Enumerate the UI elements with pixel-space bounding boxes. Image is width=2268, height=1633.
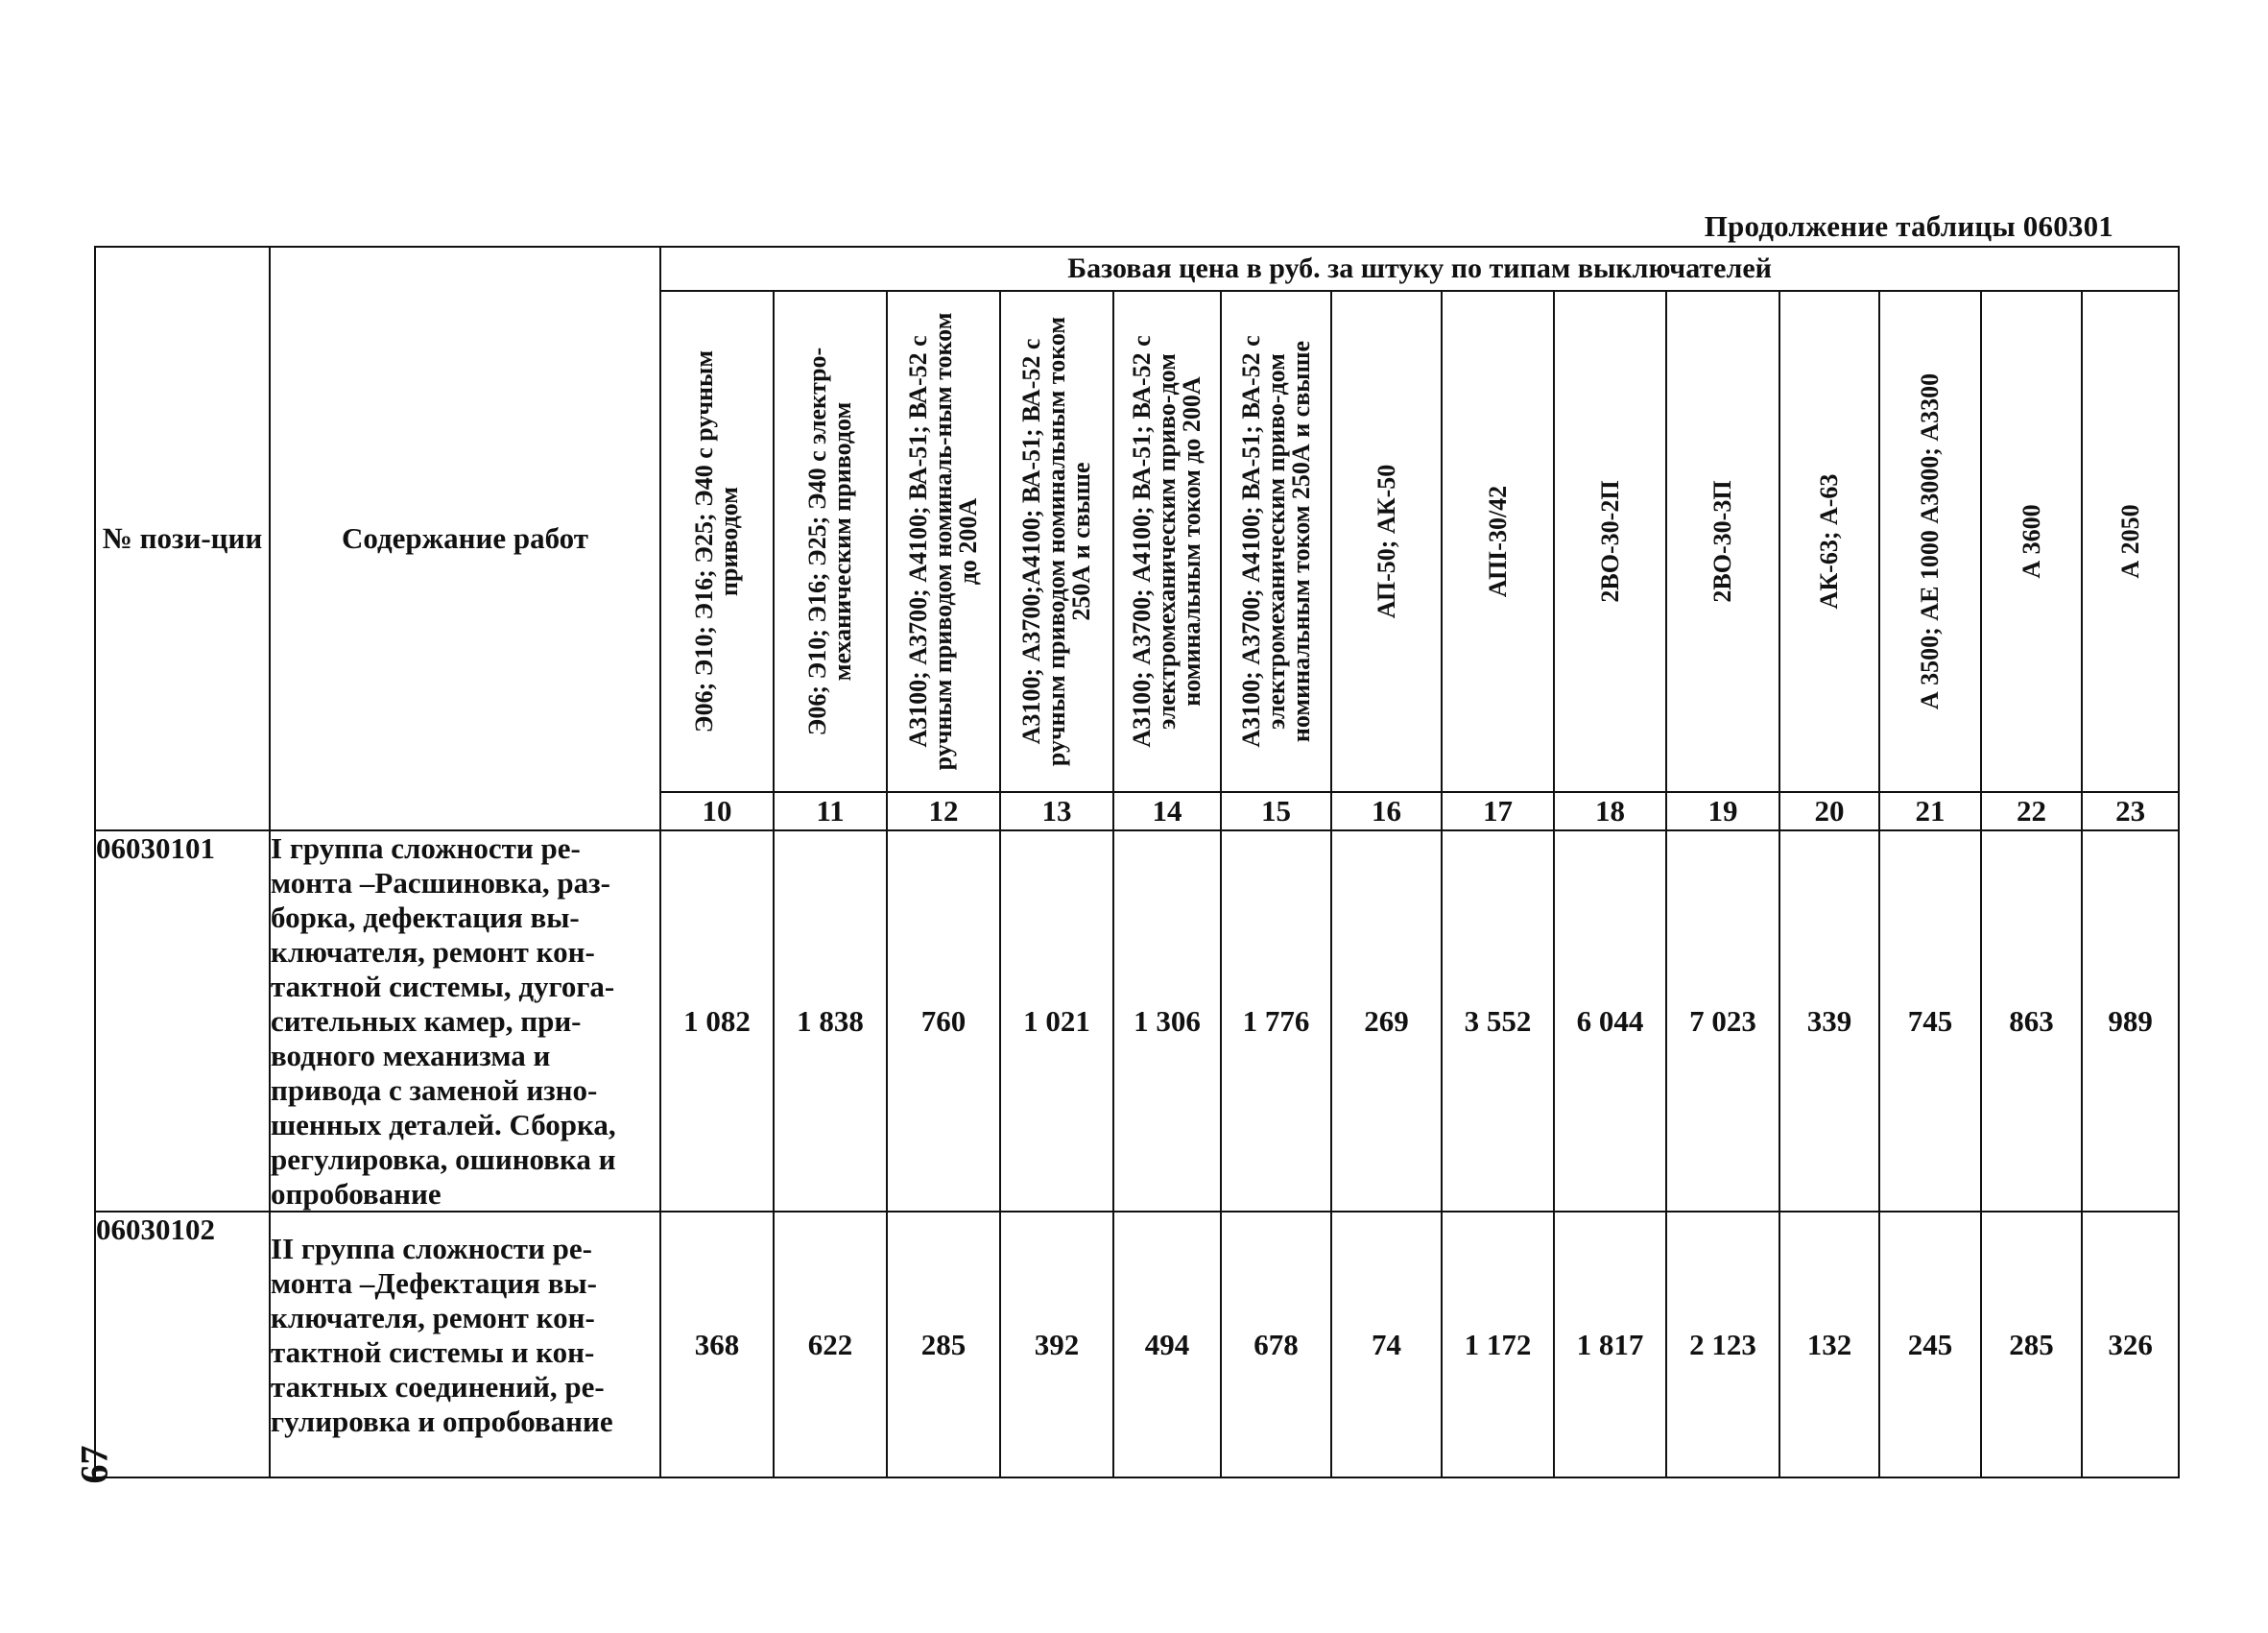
price-cell: 269 <box>1331 830 1442 1212</box>
price-cell: 1 306 <box>1113 830 1221 1212</box>
column-header <box>2082 291 2179 792</box>
price-cell: 622 <box>774 1212 887 1477</box>
price-cell: 285 <box>1981 1212 2082 1477</box>
column-label: АПI-30/42 <box>1483 485 1512 598</box>
price-cell: 1 776 <box>1221 830 1331 1212</box>
column-header <box>774 291 887 792</box>
price-cell: 1 082 <box>660 830 774 1212</box>
column-label: А3100; А3700; А4100; ВА-51; ВА-52 с ручным приводом номиналь-ным током до 200А <box>904 312 982 771</box>
header-group: Базовая цена в руб. за штуку по типам выключателей <box>660 247 2179 291</box>
column-header <box>1779 291 1879 792</box>
column-header <box>1000 291 1113 792</box>
price-cell: 132 <box>1779 1212 1879 1477</box>
price-cell: 245 <box>1879 1212 1981 1477</box>
column-header <box>1113 291 1221 792</box>
price-cell: 326 <box>2082 1212 2179 1477</box>
position-code: 06030102 <box>95 1212 270 1477</box>
column-number: 15 <box>1221 792 1331 830</box>
column-label: А3100; А3700;А4100; ВА-51; ВА-52 с ручным приводом номинальным током 250А и свыше <box>1017 316 1095 767</box>
price-cell: 494 <box>1113 1212 1221 1477</box>
column-number: 16 <box>1331 792 1442 830</box>
column-header <box>1442 291 1554 792</box>
column-number: 20 <box>1779 792 1879 830</box>
column-label: А 2050 <box>2115 504 2144 579</box>
column-number: 17 <box>1442 792 1554 830</box>
price-cell: 6 044 <box>1554 830 1666 1212</box>
header-group-row <box>95 247 2179 291</box>
column-number: 11 <box>774 792 887 830</box>
column-label: А 3500; АЕ 1000 А3000; А3300 <box>1916 372 1944 710</box>
column-header <box>1554 291 1666 792</box>
column-label: Э06; Э10; Э16; Э25; Э40 с ручным приводом <box>690 349 743 733</box>
column-header <box>1331 291 1442 792</box>
column-label: А3100; А3700; А4100; ВА-51; ВА-52 с электромеханическим приво-дом номинальным током 250А и свыше <box>1236 335 1315 748</box>
price-cell: 7 023 <box>1666 830 1779 1212</box>
table-row <box>95 830 2179 1212</box>
work-description: I группа сложности ре-монта –Расшиновка, раз-борка, дефектация вы-ключателя, ремонт кон-тактной системы, дугога-сительных камер, при-водного механизма и привода с заменой изно-шенных деталей. Сборка, регулировка, ошиновка и опробование <box>270 830 660 1212</box>
header-work: Содержание работ <box>270 247 660 830</box>
price-cell: 760 <box>887 830 1000 1212</box>
column-number: 23 <box>2082 792 2179 830</box>
price-cell: 74 <box>1331 1212 1442 1477</box>
column-label: 2ВО-30-2П <box>1595 480 1624 603</box>
price-cell: 3 552 <box>1442 830 1554 1212</box>
column-header <box>887 291 1000 792</box>
work-description: II группа сложности ре-монта –Дефектация вы-ключателя, ремонт кон-тактной системы и кон-тактных соединений, ре-гулировка и опробование <box>270 1212 660 1477</box>
table-caption: Продолжение таблицы 060301 <box>1704 209 2113 243</box>
price-cell: 1 172 <box>1442 1212 1554 1477</box>
price-cell: 863 <box>1981 830 2082 1212</box>
column-label: 2ВО-30-3П <box>1708 480 1736 603</box>
price-cell: 745 <box>1879 830 1981 1212</box>
header-position: № пози-ции <box>95 247 270 830</box>
column-label: АП-50; АК-50 <box>1372 464 1400 619</box>
column-number: 13 <box>1000 792 1113 830</box>
price-table <box>94 246 2180 1478</box>
column-header <box>660 291 774 792</box>
column-number: 10 <box>660 792 774 830</box>
price-cell: 392 <box>1000 1212 1113 1477</box>
column-header <box>1666 291 1779 792</box>
column-number: 21 <box>1879 792 1981 830</box>
position-code: 06030101 <box>95 830 270 1212</box>
column-number: 18 <box>1554 792 1666 830</box>
column-number: 12 <box>887 792 1000 830</box>
column-label: А 3600 <box>2017 504 2045 579</box>
column-label: Э06; Э10; Э16; Э25; Э40 с электро-механическим приводом <box>803 347 856 736</box>
price-cell: 339 <box>1779 830 1879 1212</box>
price-cell: 2 123 <box>1666 1212 1779 1477</box>
column-number: 14 <box>1113 792 1221 830</box>
price-cell: 1 817 <box>1554 1212 1666 1477</box>
price-cell: 1 021 <box>1000 830 1113 1212</box>
column-label: АК-63; А-63 <box>1815 473 1843 610</box>
column-header <box>1879 291 1981 792</box>
column-number: 19 <box>1666 792 1779 830</box>
column-label: А3100; А3700; А4100; ВА-51; ВА-52 с электромеханическим приво-дом номинальным током до 200А <box>1128 335 1206 748</box>
price-cell: 989 <box>2082 830 2179 1212</box>
column-header <box>1981 291 2082 792</box>
price-cell: 1 838 <box>774 830 887 1212</box>
column-header <box>1221 291 1331 792</box>
price-cell: 285 <box>887 1212 1000 1477</box>
price-cell: 678 <box>1221 1212 1331 1477</box>
page-number: 67 <box>72 1445 116 1484</box>
column-number: 22 <box>1981 792 2082 830</box>
price-cell: 368 <box>660 1212 774 1477</box>
table-row <box>95 1212 2179 1477</box>
